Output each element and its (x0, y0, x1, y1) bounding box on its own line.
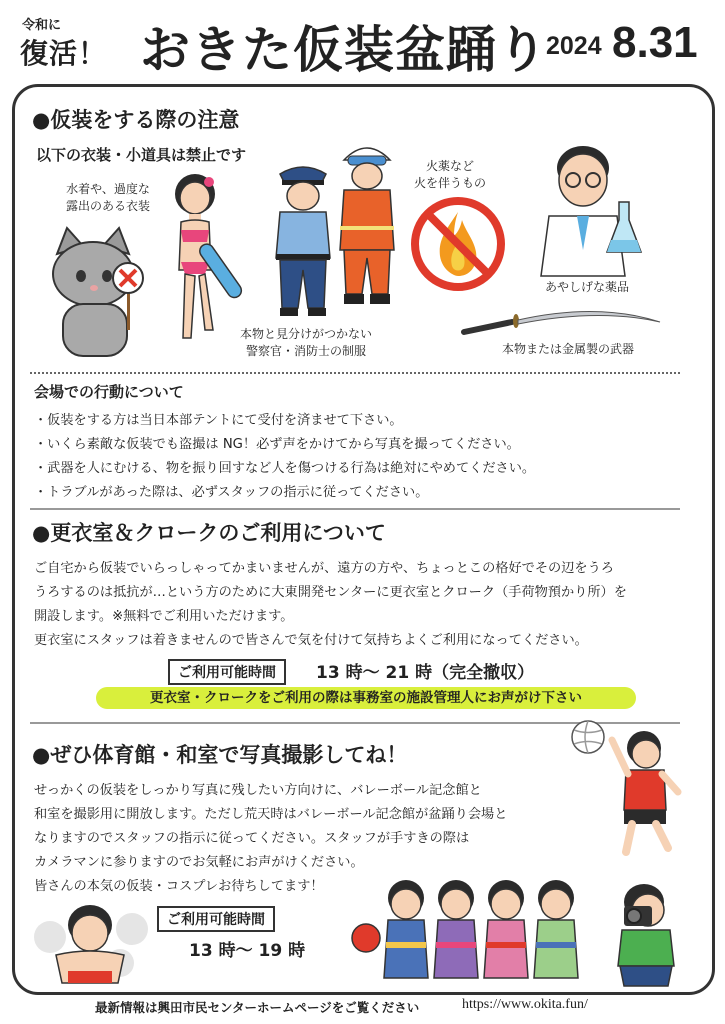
header (0, 0, 725, 80)
caption-weapons: 本物または金属製の武器 (501, 342, 634, 356)
section-photo-title: ●ぜひ体育館・和室で写真撮影してね！ (32, 743, 408, 767)
swimsuit-girl-icon (165, 170, 245, 350)
hours-photo: 13 時～ 19 時 (189, 941, 306, 961)
reiwa-label: 令和に (22, 18, 62, 33)
caption-swimwear: 水着や、過度な 露出のある衣装 (65, 182, 150, 213)
conduct-line: ・いくら素敵な仮装でも盗撮は NG！必ず声をかけてから写真を撮ってください。 (34, 437, 520, 452)
changing-room-line: うろするのは抵抗が…という方のために大東開発センターに更衣室とクローク（手荷物預かり所）を (34, 585, 627, 600)
conduct-line: ・武器を人にむける、物を振り回すなど人を傷つける行為は絶対にやめてください。 (34, 461, 536, 476)
muscle-boy-icon (32, 897, 150, 987)
photo-line: 和室を撮影用に開放します。ただし荒天時はバレーボール記念館が盆踊り会場と (34, 807, 508, 822)
yukata-kids-icon (350, 876, 588, 986)
footer-url-link[interactable]: https://www.okita.fun/ (462, 997, 588, 1012)
event-year: 2024 (546, 32, 602, 60)
firefighter-icon (338, 138, 396, 306)
caption-chemicals: あやしげな薬品 (544, 280, 629, 294)
changing-room-line: ご自宅から仮装でいらっしゃってかまいませんが、遠方の方や、ちょっとこの格好でその辺をうろ (34, 561, 614, 576)
conduct-title: 会場での行動について (34, 383, 184, 401)
event-date: 8.31 (612, 18, 698, 67)
divider-solid (30, 508, 680, 510)
section-changing-room-title: ●更衣室＆クロークのご利用について (32, 521, 386, 545)
hours-changing-room: 13 時～ 21 時（完全撤収） (316, 663, 535, 683)
changing-room-line: 開設します。※無料でご利用いただけます。 (34, 609, 294, 624)
volleyball-player-icon (608, 726, 684, 858)
section-costume-rules-title: ●仮装をする際の注意 (32, 108, 240, 132)
changing-room-line: 更衣室にスタッフは着きませんので皆さんで気を付けて気持ちよくご利用になってください。 (34, 633, 588, 648)
scientist-icon (535, 140, 653, 278)
page-title: おきた仮装盆踊り (140, 21, 548, 79)
notice-banner: 更衣室・クロークをご利用の際は事務室の施設管理人にお声がけ下さい (96, 687, 636, 709)
photo-line: せっかくの仮装をしっかり写真に残したい方向けに、バレーボール記念館と (34, 783, 482, 798)
photographer-icon (604, 880, 684, 988)
fukkatsu-label: 復活！ (20, 37, 108, 70)
cat-x-sign-icon (45, 226, 145, 358)
photo-line: カメラマンに参りますのでお気軽にお声がけください。 (34, 855, 364, 870)
footer-note: 最新情報は興田市民センターホームページをご覧ください (95, 1000, 420, 1015)
hours-label-changing-room: ご利用可能時間 (168, 659, 286, 685)
police-officer-icon (270, 158, 336, 318)
caption-uniforms: 本物と見分けがつかない 警察官・消防士の制服 (239, 327, 372, 358)
hours-label-photo: ご利用可能時間 (157, 906, 275, 932)
caption-fire: 火薬など 火を伴うもの (413, 159, 486, 190)
conduct-line: ・トラブルがあった際は、必ずスタッフの指示に従ってください。 (34, 485, 429, 500)
prohibited-items-subtitle: 以下の衣装・小道具は禁止です (36, 146, 247, 164)
conduct-line: ・仮装をする方は当日本部テントにて受付を済ませて下さい。 (34, 413, 403, 428)
no-fire-icon (410, 196, 506, 292)
katana-icon (458, 300, 664, 340)
photo-line: 皆さんの本気の仮装・コスプレお待ちしてます！ (34, 879, 324, 894)
photo-line: なりますのでスタッフの指示に従ってください。スタッフが手すきの際は (34, 831, 470, 846)
divider-dotted (30, 372, 680, 374)
volleyball-icon (570, 719, 606, 755)
